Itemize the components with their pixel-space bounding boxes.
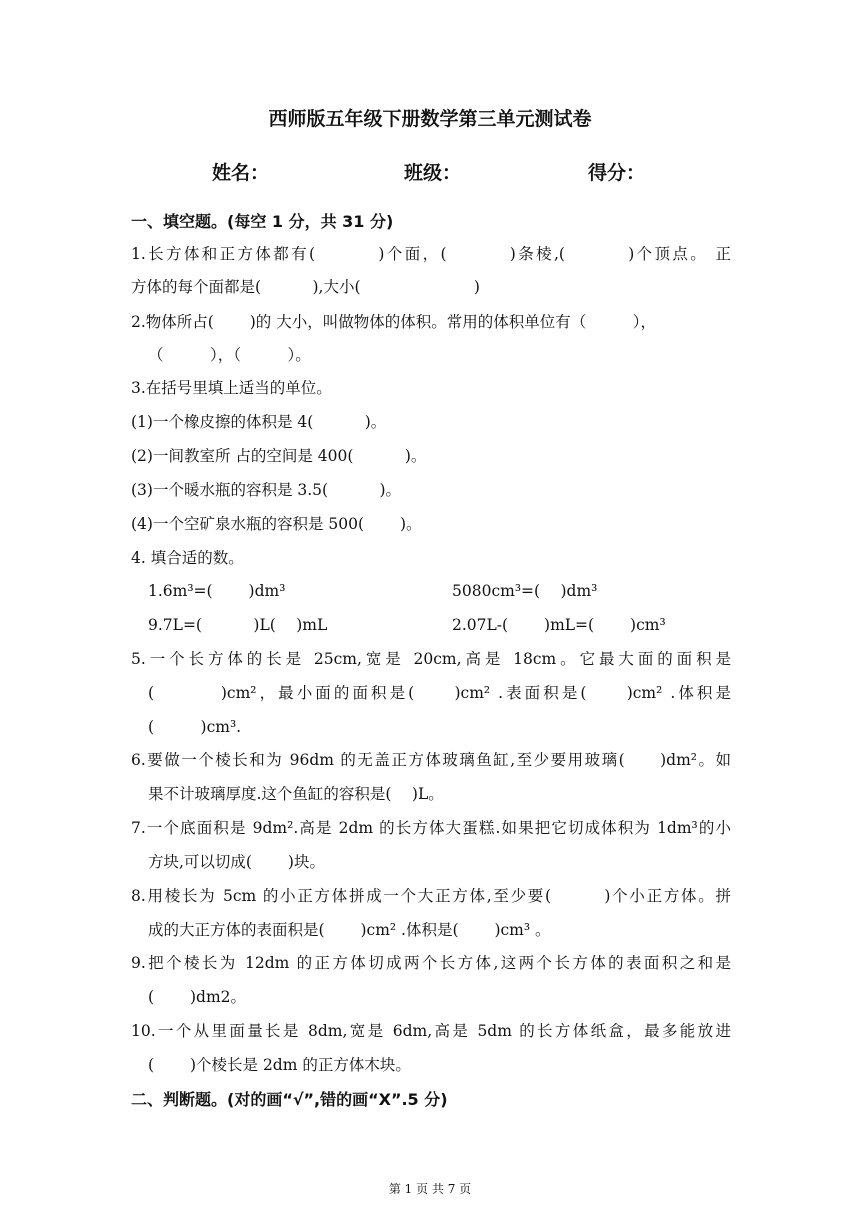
q7-line-1: 7.一个底面积是 9dm².高是 2dm 的长方体大蛋糕.如果把它切成体积为 1dm³的小 bbox=[131, 819, 731, 837]
q10-line-2: ( )个棱长是 2dm 的正方体木块。 bbox=[148, 1056, 411, 1074]
q4-item-3: 9.7L=( )L( )mL bbox=[148, 616, 328, 634]
section-1-heading: 一、填空题。(每空 1 分，共 31 分) bbox=[131, 212, 394, 231]
q8-line-1: 8.用棱长为 5cm 的小正方体拼成一个大正方体,至少要( )个小正方体。拼 bbox=[131, 887, 731, 905]
q4-heading: 4. 填合适的数。 bbox=[131, 549, 244, 567]
q3-item-1: (1)一个橡皮擦的体积是 4( )。 bbox=[131, 413, 387, 431]
q6-line-1: 6.要做一个棱长和为 96dm 的无盖正方体玻璃鱼缸,至少要用玻璃( )dm²。如 bbox=[131, 751, 731, 769]
class-label: 班级： bbox=[404, 162, 462, 184]
section-2-heading: 二、判断题。(对的画“√”,错的画“X”.5 分) bbox=[131, 1090, 448, 1109]
q9-line-2: ( )dm2。 bbox=[148, 988, 247, 1006]
score-label: 得分： bbox=[588, 162, 646, 184]
q8-line-2: 成的大正方体的表面积是( )cm² .体积是( )cm³ 。 bbox=[148, 921, 551, 939]
q3-item-4: (4)一个空矿泉水瓶的容积是 500( )。 bbox=[131, 515, 422, 533]
q5-line-2: ( )cm²，最小面的面积是( )cm² .表面积是( )cm² .体积是 bbox=[148, 684, 731, 702]
q2-line-2: （ ），（ ）。 bbox=[148, 346, 311, 364]
q3-item-2: (2)一间教室所 占的空间是 400( )。 bbox=[131, 447, 427, 465]
q5-line-3: ( )cm³. bbox=[148, 718, 242, 736]
q3-heading: 3.在括号里填上适当的单位。 bbox=[131, 379, 332, 397]
q9-line-1: 9.把个棱长为 12dm 的正方体切成两个长方体,这两个长方体的表面积之和是 bbox=[131, 954, 731, 972]
q1-line-1: 1.长方体和正方体都有( )个面，( )条棱,( )个顶点。 正 bbox=[131, 245, 731, 263]
q4-item-2: 5080cm³=( )dm³ bbox=[452, 582, 598, 600]
q4-item-1: 1.6m³=( )dm³ bbox=[148, 582, 286, 600]
q6-line-2: 果不计玻璃厚度.这个鱼缸的容积是( )L。 bbox=[148, 785, 444, 803]
q10-line-1: 10.一个从里面量长是 8dm,宽是 6dm,高是 5dm 的长方体纸盒，最多能放进 bbox=[131, 1022, 731, 1040]
q3-item-3: (3)一个暖水瓶的容积是 3.5( )。 bbox=[131, 481, 402, 499]
page-number: 第 1 页 共 7 页 bbox=[388, 1182, 472, 1196]
name-label: 姓名： bbox=[212, 162, 270, 184]
q2-line-1: 2.物体所占( )的 大小，叫做物体的体积。常用的体积单位有（ ）， bbox=[131, 313, 656, 331]
q5-line-1: 5.一个长方体的长是 25cm,宽是 20cm,高是 18cm。它最大面的面积是 bbox=[131, 650, 731, 668]
page-title: 西师版五年级下册数学第三单元测试卷 bbox=[268, 108, 592, 130]
q4-item-4: 2.07L-( )mL=( )cm³ bbox=[452, 616, 666, 634]
q1-line-2: 方体的每个面都是( ),大小( ) bbox=[131, 278, 480, 296]
q7-line-2: 方块,可以切成( )块。 bbox=[148, 853, 325, 871]
